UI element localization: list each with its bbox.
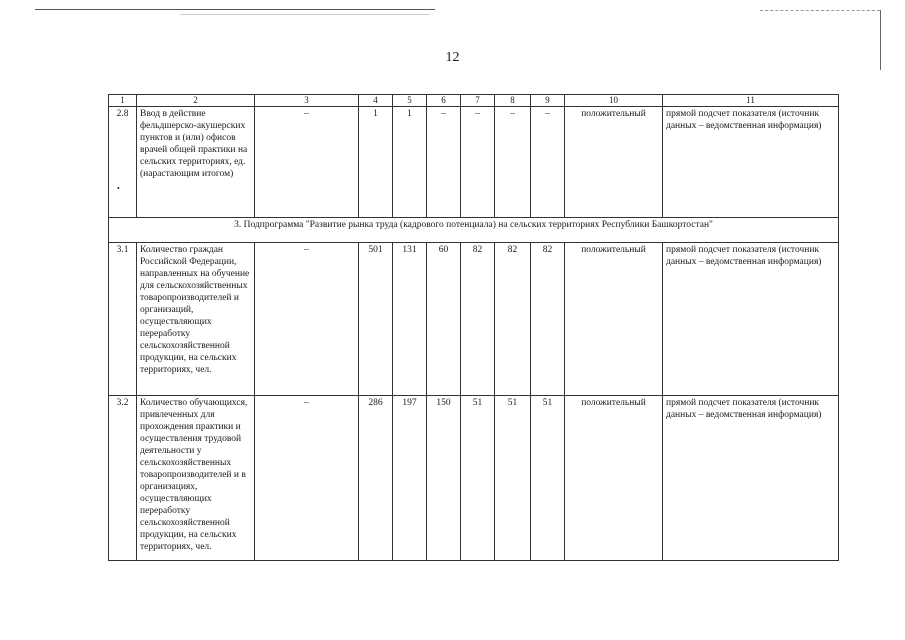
column-header: 8 [495, 95, 531, 107]
method-cell: прямой подсчет показателя (источник данных – ведомственная информация) [663, 396, 839, 561]
page-number: 12 [445, 50, 460, 65]
cell-col5: 197 [393, 396, 427, 561]
column-header: 10 [565, 95, 663, 107]
scan-edge-line [35, 9, 435, 10]
cell-col8: 51 [495, 396, 531, 561]
cell-col8: – [495, 107, 531, 218]
trend-cell: положительный [565, 396, 663, 561]
indicator-name: Ввод в действие фельдшерско-акушерских пунктов и (или) офисов врачей общей практики на сельских территориях, ед. (нарастающим итогом) [137, 107, 255, 218]
column-header: 7 [461, 95, 495, 107]
row-number: 3.1 [109, 243, 137, 396]
cell-col3: – [255, 107, 359, 218]
column-header: 9 [531, 95, 565, 107]
cell-col3: – [255, 396, 359, 561]
cell-col6: 60 [427, 243, 461, 396]
cell-col6: – [427, 107, 461, 218]
method-cell: прямой подсчет показателя (источник данных – ведомственная информация) [663, 107, 839, 218]
column-header: 11 [663, 95, 839, 107]
row-number: 2.8 [109, 107, 137, 218]
cell-col7: – [461, 107, 495, 218]
cell-col4: 286 [359, 396, 393, 561]
cell-col7: 51 [461, 396, 495, 561]
column-header: 1 [109, 95, 137, 107]
scan-edge-line [760, 10, 880, 11]
cell-col7: 82 [461, 243, 495, 396]
column-header: 2 [137, 95, 255, 107]
cell-col8: 82 [495, 243, 531, 396]
subprogram-title: 3. Подпрограмма "Развитие рынка труда (кадрового потенциала) на сельских территориях Республики Башкортостан" [109, 218, 839, 243]
cell-col9: 82 [531, 243, 565, 396]
trend-cell: положительный [565, 243, 663, 396]
cell-col6: 150 [427, 396, 461, 561]
method-cell: прямой подсчет показателя (источник данных – ведомственная информация) [663, 243, 839, 396]
cell-col9: – [531, 107, 565, 218]
cell-col3: – [255, 243, 359, 396]
cell-col4: 501 [359, 243, 393, 396]
row-number: 3.2 [109, 396, 137, 561]
bullet-mark: • [117, 184, 120, 193]
column-header: 3 [255, 95, 359, 107]
subprogram-row [109, 218, 839, 243]
table-row [109, 396, 839, 561]
column-header: 4 [359, 95, 393, 107]
cell-col4: 1 [359, 107, 393, 218]
indicator-name: Количество обучающихся, привлеченных для прохождения практики и осуществления трудовой деятельности у сельскохозяйственных товаропроизводителей и в организациях, осуществляющих переработку сельскохозяйственной продукции, на сельских территориях, чел. [137, 396, 255, 561]
scan-edge-line [180, 14, 430, 15]
trend-cell: положительный [565, 107, 663, 218]
column-header: 5 [393, 95, 427, 107]
cell-col9: 51 [531, 396, 565, 561]
cell-col5: 1 [393, 107, 427, 218]
indicator-name: Количество граждан Российской Федерации, направленных на обучение для сельскохозяйственных товаропроизводителей и организаций, осуществляющих переработку сельскохозяйственной продукции, на сельских территориях, чел. [137, 243, 255, 396]
table-row [109, 107, 839, 218]
column-header: 6 [427, 95, 461, 107]
indicators-table [108, 94, 839, 561]
table-row [109, 243, 839, 396]
cell-col5: 131 [393, 243, 427, 396]
table-header-row [109, 95, 839, 107]
